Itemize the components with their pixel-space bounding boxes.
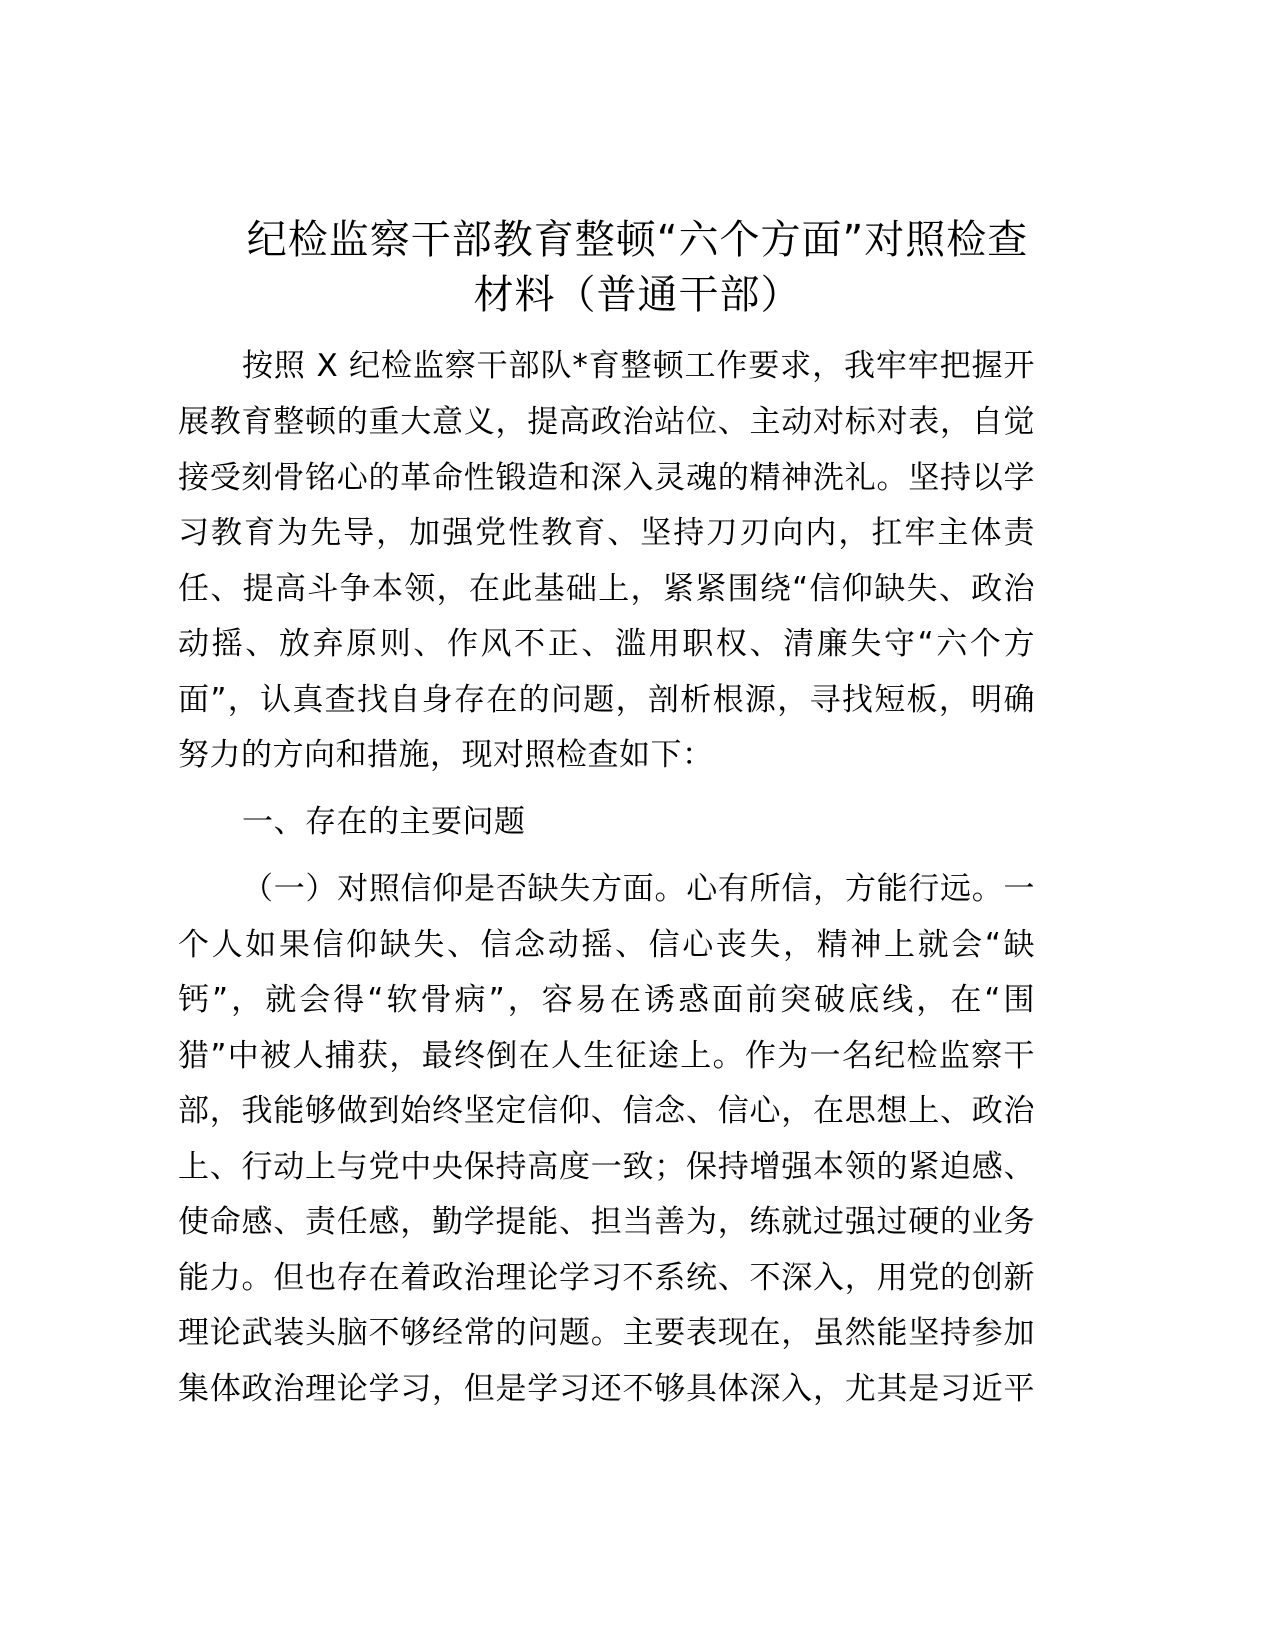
subsection-paragraph-line: 个人如果信仰缺失、信念动摇、信心丧失，精神上就会“缺 (178, 927, 1035, 963)
intro-paragraph-line: 习教育为先导，加强党性教育、坚持刀刃向内，扛牢主体责 (178, 515, 1035, 551)
intro-paragraph-line: 任、提高斗争本领，在此基础上，紧紧围绕“信仰缺失、政治 (178, 571, 1035, 607)
document-title-line-2: 材料（普通干部） (473, 272, 802, 318)
subsection-paragraph-line: 能力。但也存在着政治理论学习不系统、不深入，用党的创新 (178, 1260, 1035, 1296)
intro-paragraph-line: 按照 X 纪检监察干部队*育整顿工作要求，我牢牢把握开 (242, 348, 1035, 384)
intro-paragraph-line: 展教育整顿的重大意义，提高政治站位、主动对标对表，自觉 (178, 404, 1035, 440)
subsection-paragraph-line: 理论武装头脑不够经常的问题。主要表现在，虽然能坚持参加 (178, 1315, 1035, 1351)
section-heading: 一、存在的主要问题 (242, 804, 526, 840)
subsection-paragraph-line: 集体政治理论学习，但是学习还不够具体深入，尤其是习近平 (178, 1371, 1035, 1407)
subsection-paragraph-line: 上、行动上与党中央保持高度一致；保持增强本领的紧迫感、 (178, 1149, 1035, 1185)
intro-paragraph-line: 努力的方向和措施，现对照检查如下： (178, 737, 714, 773)
intro-paragraph-line: 接受刻骨铭心的革命性锻造和深入灵魂的精神洗礼。坚持以学 (178, 460, 1035, 496)
intro-paragraph-line: 面”，认真查找自身存在的问题，剖析根源，寻找短板，明确 (178, 682, 1035, 718)
subsection-paragraph-line: （一）对照信仰是否缺失方面。心有所信，方能行远。一 (242, 871, 1035, 907)
subsection-paragraph-line: 部，我能够做到始终坚定信仰、信念、信心，在思想上、政治 (178, 1093, 1035, 1129)
intro-paragraph-line: 动摇、放弃原则、作风不正、滥用职权、清廉失守“六个方 (178, 626, 1035, 662)
subsection-paragraph-line: 钙”，就会得“软骨病”，容易在诱惑面前突破底线，在“围 (178, 982, 1035, 1018)
document-title-line-1: 纪检监察干部教育整顿“六个方面”对照检查 (246, 217, 1029, 263)
subsection-paragraph-line: 猎”中被人捕获，最终倒在人生征途上。作为一名纪检监察干 (178, 1038, 1035, 1074)
subsection-paragraph-line: 使命感、责任感，勤学提能、担当善为，练就过强过硬的业务 (178, 1204, 1035, 1240)
